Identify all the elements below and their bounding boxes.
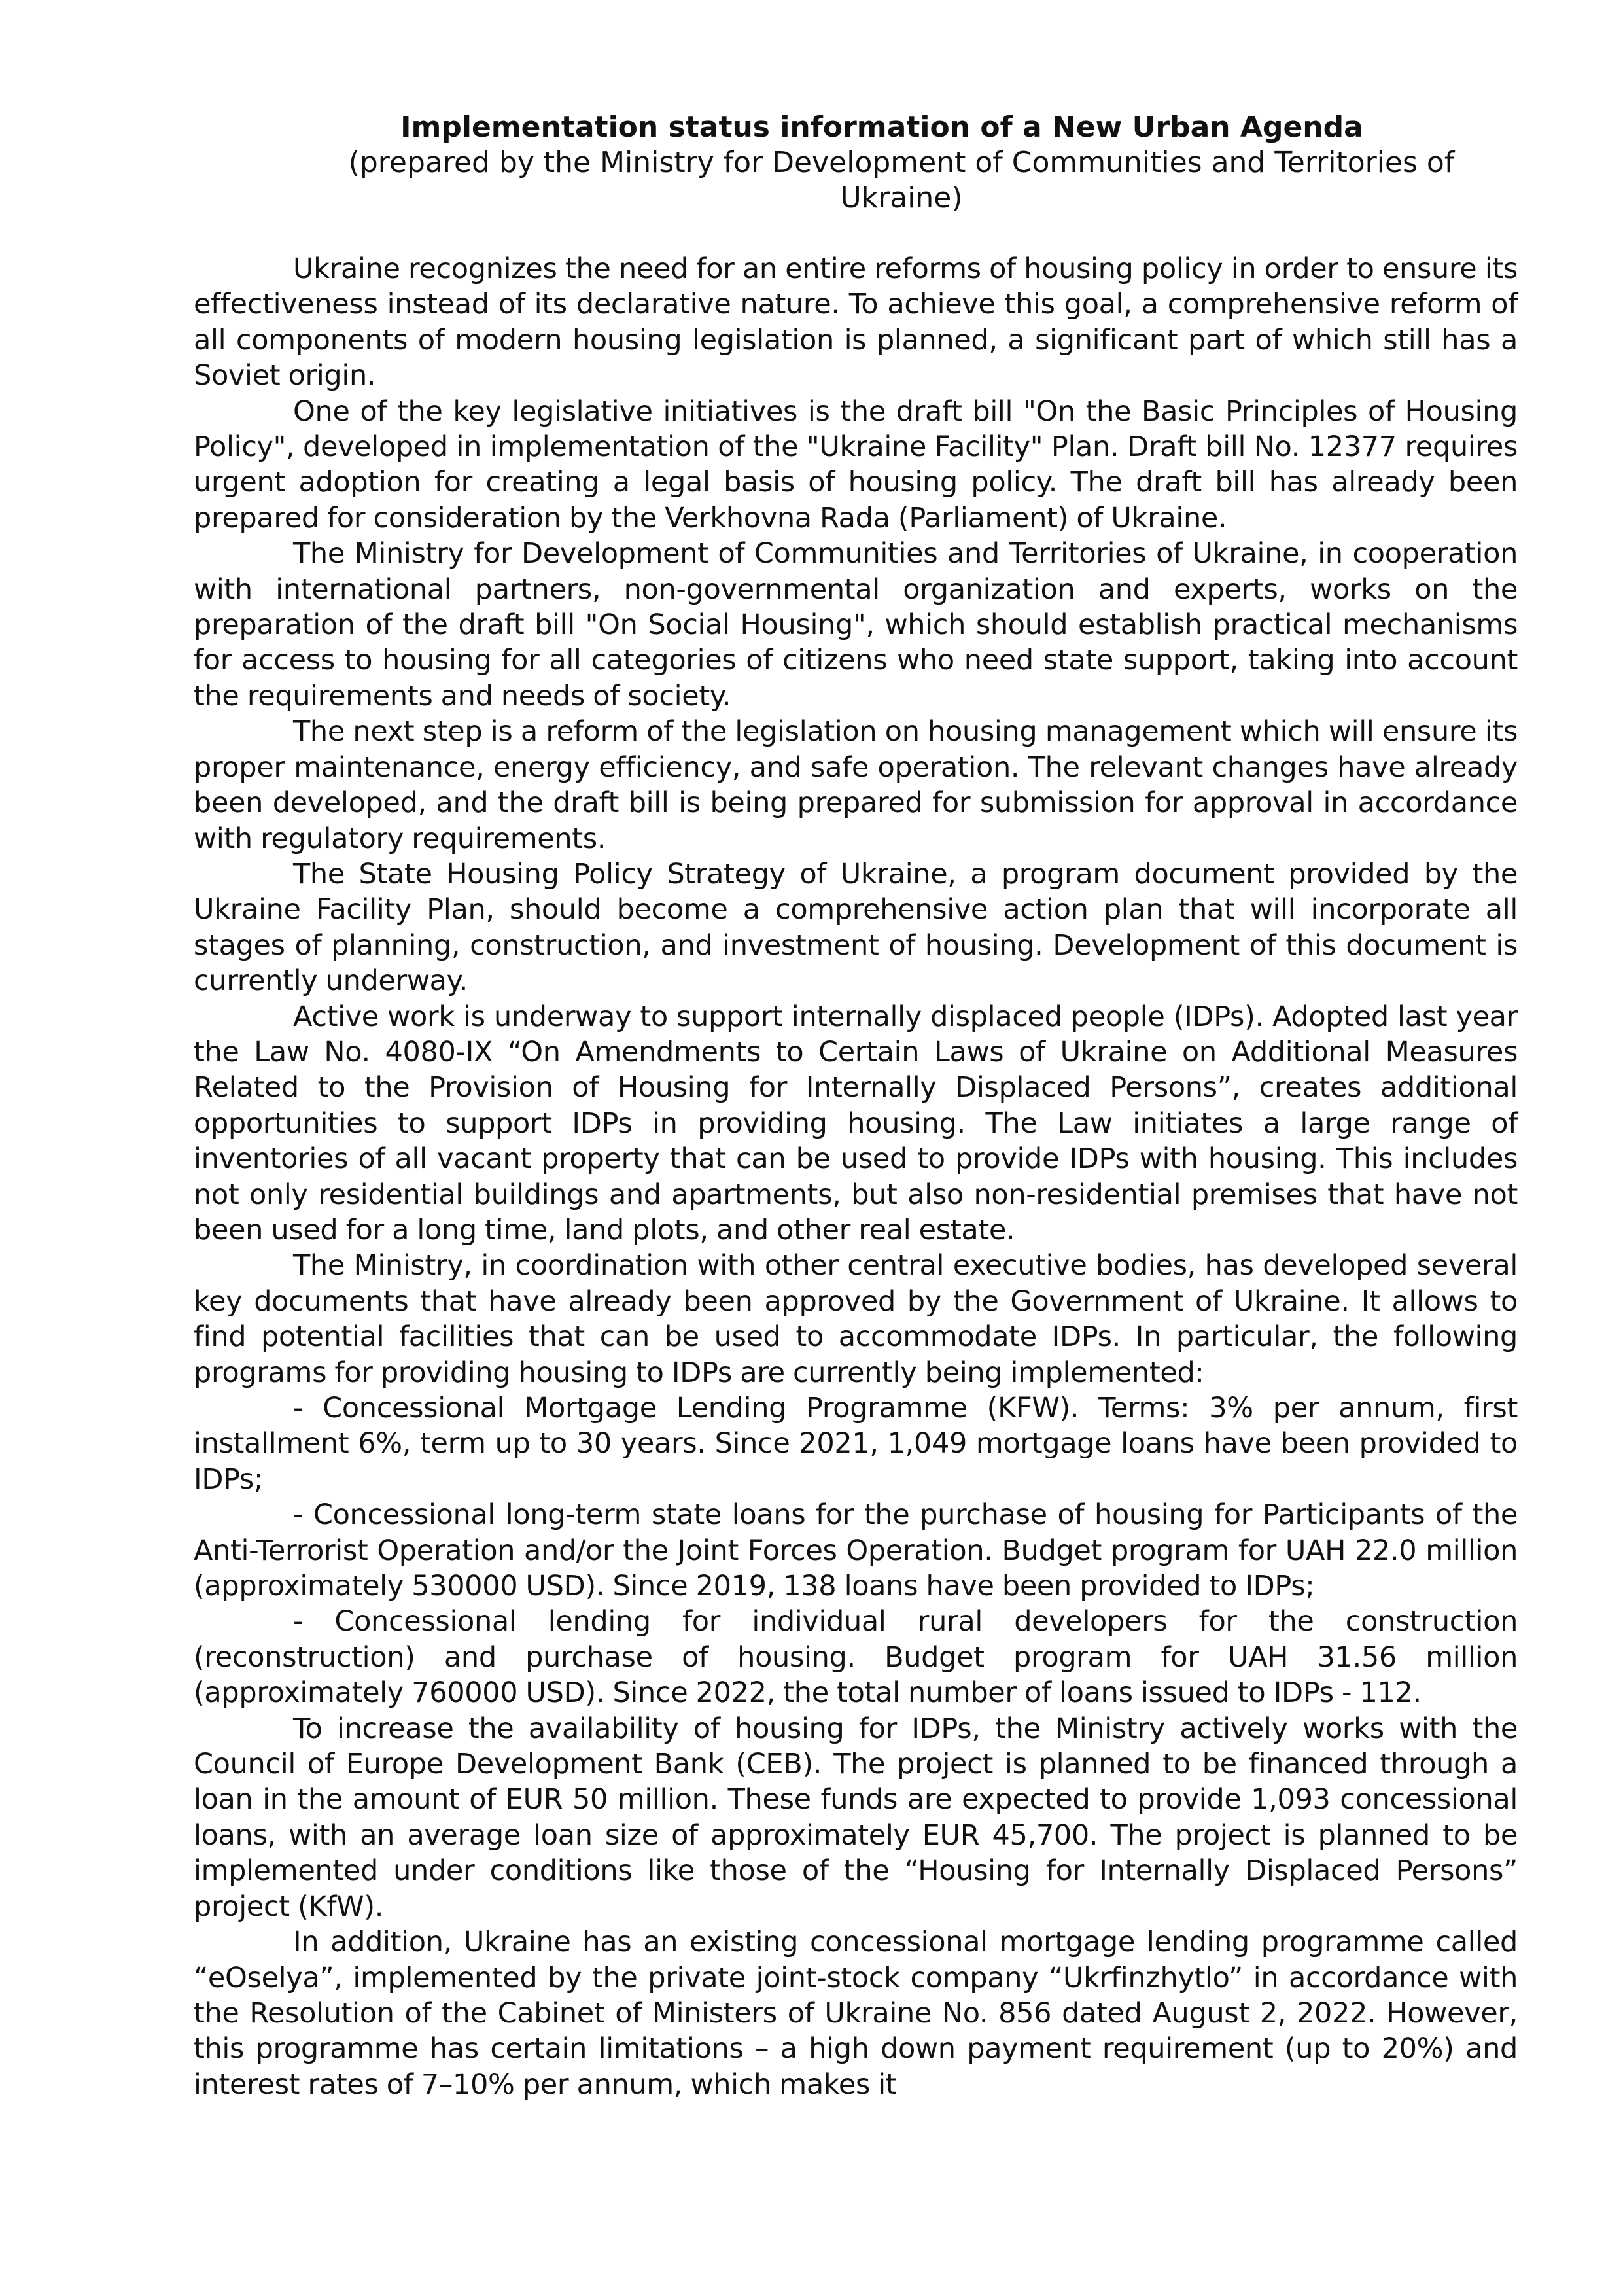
paragraph: Active work is underway to support internally displaced people (IDPs). Adopted last year the Law No. 4080-IX “On Amendments to Certain Laws of Ukraine on Additional Measures Related to the Provision of Housing for Internally Displaced Persons”, creates additional opportunities to support IDPs in providing housing. The Law initiates a large range of inventories of all vacant property that can be used to provide IDPs with housing. This includes not only residential buildings and apartments, but also non-residential premises that have not been used for a long time, land plots, and other real estate. xyxy=(194,1000,1518,1246)
list-item: - Concessional long-term state loans for the purchase of housing for Participants of the Anti-Terrorist Operation and/or the Joint Forces Operation. Budget program for UAH 22.0 million (approximately 530000 USD). Since 2019, 138 loans have been provided to IDPs; xyxy=(194,1498,1518,1603)
paragraph: To increase the availability of housing for IDPs, the Ministry actively works with the Council of Europe Development Bank (CEB). The project is planned to be financed through a loan in the amount of EUR 50 million. These funds are expected to provide 1,093 concessional loans, with an average loan size of approximately EUR 45,700. The project is planned to be implemented under conditions like those of the “Housing for Internally Displaced Persons” project (KfW). xyxy=(194,1712,1518,1923)
paragraph: The Ministry, in coordination with other central executive bodies, has developed several key documents that have already been approved by the Government of Ukraine. It allows to find potential facilities that can be used to accommodate IDPs. In particular, the following programs for providing housing to IDPs are currently being implemented: xyxy=(194,1249,1518,1389)
document-body xyxy=(194,110,1518,2102)
paragraph: Ukraine recognizes the need for an entire reforms of housing policy in order to ensure its effectiveness instead of its declarative nature. To achieve this goal, a comprehensive reform of all components of modern housing legislation is planned, a significant part of which still has a Soviet origin. xyxy=(194,253,1518,393)
paragraph: The State Housing Policy Strategy of Ukraine, a program document provided by the Ukraine Facility Plan, should become a comprehensive action plan that will incorporate all stages of planning, construction, and investment of housing. Development of this document is currently underway. xyxy=(194,857,1518,998)
paragraph: One of the key legislative initiatives is the draft bill "On the Basic Principles of Housing Policy", developed in implementation of the "Ukraine Facility" Plan. Draft bill No. 12377 requires urgent adoption for creating a legal basis of housing policy. The draft bill has already been prepared for consideration by the Verkhovna Rada (Parliament) of Ukraine. xyxy=(194,395,1518,535)
paragraph: The Ministry for Development of Communities and Territories of Ukraine, in cooperation with international partners, non-governmental organization and experts, works on the preparation of the draft bill "On Social Housing", which should establish practical mechanisms for access to housing for all categories of citizens who need state support, taking into account the requirements and needs of society. xyxy=(194,537,1518,713)
paragraph: In addition, Ukraine has an existing concessional mortgage lending programme called “eOselya”, implemented by the private joint-stock company “Ukrfinzhytlo” in accordance with the Resolution of the Cabinet of Ministers of Ukraine No. 856 dated August 2, 2022. However, this programme has certain limitations – a high down payment requirement (up to 20%) and interest rates of 7–10% per annum, which makes it xyxy=(194,1926,1518,2101)
list-item: - Concessional Mortgage Lending Programme (KFW). Terms: 3% per annum, first installment 6%, term up to 30 years. Since 2021, 1,049 mortgage loans have been provided to IDPs; xyxy=(194,1392,1518,1496)
paragraph: The next step is a reform of the legislation on housing management which will ensure its proper maintenance, energy efficiency, and safe operation. The relevant changes have already been developed, and the draft bill is being prepared for submission for approval in accordance with regulatory requirements. xyxy=(194,715,1518,855)
document-subtitle: (prepared by the Ministry for Development of Communities and Territories of Ukraine) xyxy=(348,146,1455,215)
list-item: - Concessional lending for individual rural developers for the construction (reconstruction) and purchase of housing. Budget program for UAH 31.56 million (approximately 760000 USD). Since 2022, the total number of loans issued to IDPs - 112. xyxy=(194,1605,1518,1710)
document-title: Implementation status information of a New Urban Agenda xyxy=(400,111,1363,144)
